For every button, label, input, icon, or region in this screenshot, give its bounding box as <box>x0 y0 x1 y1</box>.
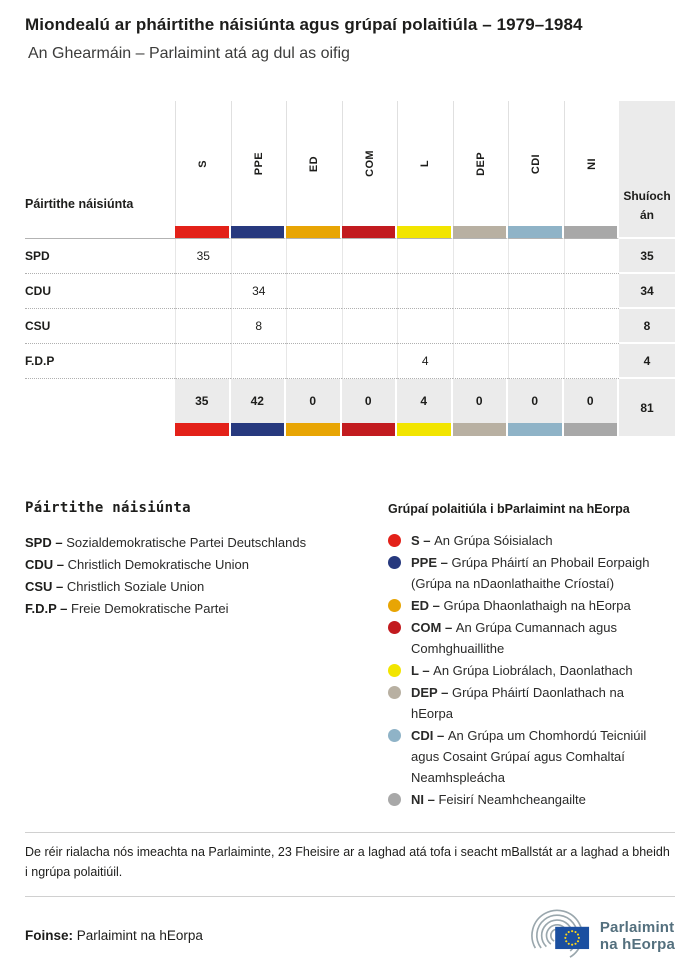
political-group-legend-item <box>388 660 675 681</box>
group-code: ED – <box>411 598 444 614</box>
ep-logo-line2: na hEorpa <box>599 935 675 953</box>
divider-bottom <box>25 896 675 897</box>
column-header-group-ni <box>564 101 620 226</box>
national-parties-legend-items <box>25 532 388 620</box>
european-parliament-logo <box>531 907 675 964</box>
cell-CSU-CDI <box>508 309 564 344</box>
source-line <box>25 928 203 943</box>
column-header-parties: Páirtithe náisiúnta <box>25 197 134 212</box>
group-colour-dot-ed <box>388 599 401 612</box>
group-code: DEP – <box>411 685 452 701</box>
seats-total-CSU: 8 <box>619 309 675 344</box>
bottom-colour-bar-s <box>175 423 231 436</box>
cell-F.D.P-L: 4 <box>397 344 453 379</box>
colour-bar-dep <box>453 226 509 239</box>
seats-total-F.D.P: 4 <box>619 344 675 379</box>
cell-SPD-S: 35 <box>175 239 231 274</box>
party-code: CDU – <box>25 557 68 573</box>
total-CDI: 0 <box>508 379 564 423</box>
political-group-legend-item <box>388 617 675 659</box>
cell-CSU-ED <box>286 309 342 344</box>
group-code-label: S <box>197 160 210 168</box>
colour-bar-cdi <box>508 226 564 239</box>
divider-top <box>25 832 675 833</box>
source-text: Parlaimint na hEorpa <box>76 928 203 944</box>
cell-SPD-DEP <box>453 239 509 274</box>
group-code: CDI – <box>411 728 448 744</box>
group-colour-dot-dep <box>388 686 401 699</box>
national-party-legend-item: CSU – Christlich Soziale Union <box>25 579 205 595</box>
cell-SPD-COM <box>342 239 398 274</box>
column-header-group-com <box>342 101 398 226</box>
political-group-legend-item <box>388 530 675 551</box>
total-DEP: 0 <box>453 379 509 423</box>
bottom-colour-bar-dep <box>453 423 509 436</box>
national-party-legend-item: SPD – Sozialdemokratische Partei Deutschlands <box>25 535 307 551</box>
political-groups-legend-heading: Grúpaí polaitiúla i bParlaimint na hEorpa <box>388 502 630 517</box>
bottom-colour-bar-l <box>397 423 453 436</box>
cell-F.D.P-ED <box>286 344 342 379</box>
cell-CSU-COM <box>342 309 398 344</box>
cell-SPD-L <box>397 239 453 274</box>
seats-total-SPD: 35 <box>619 239 675 274</box>
colour-bar-s <box>175 226 231 239</box>
group-colour-dot-com <box>388 621 401 634</box>
colour-bar-l <box>397 226 453 239</box>
group-code: L – <box>411 663 434 679</box>
colour-bar-ni <box>564 226 620 239</box>
group-colour-dot-s <box>388 534 401 547</box>
cell-CDU-NI <box>564 274 620 309</box>
page-subtitle: An Ghearmáin – Parlaimint atá ag dul as oifig <box>28 45 350 63</box>
total-S: 35 <box>175 379 231 423</box>
source-label: Foinse: <box>25 928 74 944</box>
cell-CSU-NI <box>564 309 620 344</box>
colour-bar-com <box>342 226 398 239</box>
group-code: PPE – <box>411 555 452 571</box>
cell-F.D.P-PPE <box>231 344 287 379</box>
cell-CSU-S <box>175 309 231 344</box>
national-party-legend-item: CDU – Christlich Demokratische Union <box>25 557 249 573</box>
cell-CSU-DEP <box>453 309 509 344</box>
legend-section <box>25 500 675 811</box>
cell-SPD-PPE <box>231 239 287 274</box>
colour-bar-ppe <box>231 226 287 239</box>
national-party-legend-item: F.D.P – Freie Demokratische Partei <box>25 601 229 617</box>
group-code-label: COM <box>363 150 376 178</box>
political-group-legend-item <box>388 595 675 616</box>
group-legend-text: L – An Grúpa Liobrálach, Daonlathach <box>411 663 633 679</box>
totals-row-spacer <box>25 379 175 423</box>
party-row-label: F.D.P <box>25 344 175 379</box>
bottom-colour-bar-ed <box>286 423 342 436</box>
group-legend-text: COM – An Grúpa Cumannach agus Comhghuaillithe <box>411 620 617 657</box>
cell-CDU-CDI <box>508 274 564 309</box>
group-code-label: ED <box>308 155 321 172</box>
group-code-label: NI <box>585 157 598 170</box>
footnote: De réir rialacha nós imeachta na Parlaiminte, 23 Fheisire ar a laghad atá tofa i seacht mBallstát ar a laghad a bheidh i ngrúpa polaitiúil. <box>25 845 670 880</box>
cell-F.D.P-CDI <box>508 344 564 379</box>
party-row-label: SPD <box>25 239 175 274</box>
column-header-group-ppe <box>231 101 287 226</box>
page-title: Miondealú ar pháirtithe náisiúnta agus grúpaí polaitiúla – 1979–1984 <box>25 15 583 34</box>
ep-logo-wordmark <box>600 919 675 954</box>
cell-CSU-L <box>397 309 453 344</box>
political-group-legend-item <box>388 682 675 724</box>
cell-CSU-PPE: 8 <box>231 309 287 344</box>
footer <box>25 907 675 964</box>
group-code-label: CDI <box>530 153 543 174</box>
column-header-group-l <box>397 101 453 226</box>
column-header-group-s <box>175 101 231 226</box>
group-legend-text: CDI – An Grúpa um Chomhordú Teicniúil agus Cosaint Grúpaí agus Comhaltaí Neamhspleácha <box>411 728 647 786</box>
cell-CDU-COM <box>342 274 398 309</box>
total-COM: 0 <box>342 379 398 423</box>
group-legend-text: PPE – Grúpa Pháirtí an Phobail Eorpaigh (Grúpa na nDaonlathaithe Críostaí) <box>411 555 650 592</box>
party-code: F.D.P – <box>25 601 72 617</box>
total-L: 4 <box>397 379 453 423</box>
cell-F.D.P-COM <box>342 344 398 379</box>
cell-CDU-ED <box>286 274 342 309</box>
cell-SPD-NI <box>564 239 620 274</box>
seats-total-CDU: 34 <box>619 274 675 309</box>
total-PPE: 42 <box>231 379 287 423</box>
column-header-group-dep <box>453 101 509 226</box>
cell-F.D.P-DEP <box>453 344 509 379</box>
national-parties-legend-heading: Páirtithe náisiúnta <box>25 500 191 517</box>
grand-total-seats: 81 <box>619 379 675 436</box>
party-code: CSU – <box>25 579 67 595</box>
column-header-seats: Shuíochán <box>619 101 675 239</box>
party-code: SPD – <box>25 535 67 551</box>
political-group-legend-item <box>388 725 675 788</box>
group-colour-dot-ppe <box>388 556 401 569</box>
cell-CDU-L <box>397 274 453 309</box>
column-header-group-ed <box>286 101 342 226</box>
group-colour-dot-l <box>388 664 401 677</box>
colour-bar-ed <box>286 226 342 239</box>
total-NI: 0 <box>564 379 620 423</box>
political-group-legend-item <box>388 789 675 810</box>
group-code-label: PPE <box>252 152 265 176</box>
party-row-label: CSU <box>25 309 175 344</box>
party-group-table <box>25 101 675 436</box>
bottom-colour-bar-ni <box>564 423 620 436</box>
cell-CDU-S <box>175 274 231 309</box>
group-colour-dot-cdi <box>388 729 401 742</box>
bottom-colour-bar-cdi <box>508 423 564 436</box>
group-code-label: DEP <box>474 151 487 176</box>
cell-CDU-DEP <box>453 274 509 309</box>
ep-logo-line1: Parlaimint <box>599 918 675 936</box>
national-parties-legend <box>25 500 388 811</box>
bottom-bar-spacer <box>25 423 175 436</box>
bottom-colour-bar-com <box>342 423 398 436</box>
group-code: COM – <box>411 620 456 636</box>
cell-CDU-PPE: 34 <box>231 274 287 309</box>
group-colour-dot-ni <box>388 793 401 806</box>
party-row-label: CDU <box>25 274 175 309</box>
group-code-label: L <box>419 160 432 168</box>
group-legend-text: ED – Grúpa Dhaonlathaigh na hEorpa <box>411 598 631 614</box>
political-groups-legend <box>388 500 675 811</box>
group-legend-text: S – An Grúpa Sóisialach <box>411 533 553 549</box>
cell-F.D.P-NI <box>564 344 620 379</box>
group-legend-text: NI – Feisirí Neamhcheangailte <box>411 792 586 808</box>
ep-hemicycle-icon <box>531 907 591 964</box>
bottom-colour-bar-ppe <box>231 423 287 436</box>
cell-SPD-ED <box>286 239 342 274</box>
total-ED: 0 <box>286 379 342 423</box>
group-code: NI – <box>411 792 439 808</box>
colour-bar-spacer <box>25 226 175 239</box>
cell-F.D.P-S <box>175 344 231 379</box>
political-group-legend-item <box>388 552 675 594</box>
group-code: S – <box>411 533 435 549</box>
cell-SPD-CDI <box>508 239 564 274</box>
column-header-group-cdi <box>508 101 564 226</box>
group-legend-text: DEP – Grúpa Pháirtí Daonlathach na hEorpa <box>411 685 624 722</box>
political-groups-legend-items <box>388 530 675 810</box>
